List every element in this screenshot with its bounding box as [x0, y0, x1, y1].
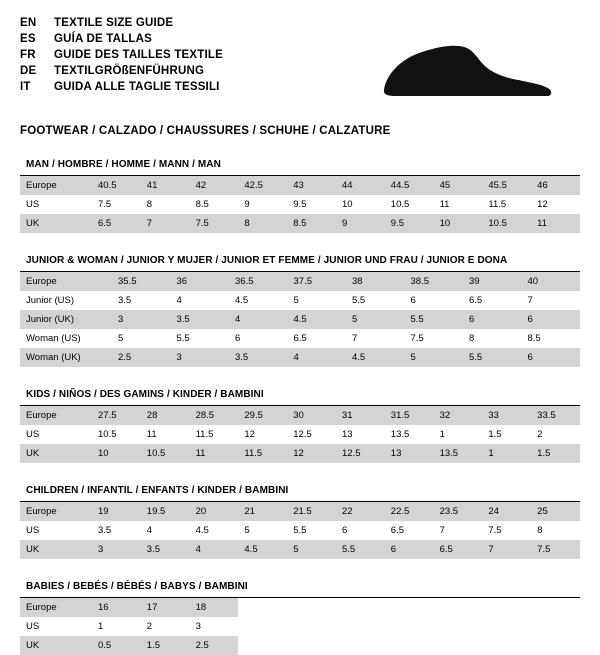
language-title: TEXTILGRÖßENFÜHRUNG [54, 65, 205, 77]
cell: 6 [385, 540, 434, 559]
cell: 18 [190, 598, 239, 617]
cell: 7.5 [410, 333, 424, 344]
cell: 11.5 [195, 429, 214, 440]
cell: 1.5 [531, 444, 580, 463]
table-row [20, 502, 580, 521]
cell: 37.5 [288, 272, 347, 291]
cell: 11 [146, 429, 157, 440]
cell: 6.5 [434, 540, 483, 559]
cell: 6.5 [92, 214, 141, 233]
cell: 22 [336, 502, 385, 521]
dress-shoe-icon [376, 34, 556, 109]
cell [531, 617, 580, 636]
cell: 31.5 [385, 406, 434, 425]
header [20, 16, 580, 109]
row-label: US [26, 525, 40, 536]
table-row [20, 636, 580, 655]
size-table [20, 272, 580, 367]
size-table [20, 176, 580, 233]
cell: 24 [482, 502, 531, 521]
cell: 7.5 [190, 214, 239, 233]
cell: 8.5 [287, 214, 336, 233]
cell: 25 [531, 502, 580, 521]
cell: 5 [244, 525, 250, 536]
row-label: Woman (UK) [20, 348, 112, 367]
cell: 38 [346, 272, 405, 291]
cell: 28 [141, 406, 190, 425]
cell: 13 [341, 429, 353, 440]
cell: 8 [469, 333, 475, 344]
row-label: Europe [20, 502, 92, 521]
cell: 39 [463, 272, 522, 291]
cell: 6.5 [293, 333, 307, 344]
cell: 2 [537, 429, 543, 440]
cell: 3.5 [171, 310, 230, 329]
cell: 40 [522, 272, 581, 291]
cell: 4.5 [346, 348, 405, 367]
cell [238, 598, 287, 617]
size-group-kids [20, 389, 580, 463]
cell: 10 [92, 444, 141, 463]
cell [287, 617, 336, 636]
cell: 21.5 [287, 502, 336, 521]
cell [531, 598, 580, 617]
language-title: GUÍA DE TALLAS [54, 33, 152, 45]
cell: 3 [195, 621, 201, 632]
cell [287, 598, 336, 617]
cell: 8.5 [195, 199, 209, 210]
row-label: Junior (US) [26, 295, 75, 306]
cell [482, 598, 531, 617]
language-code: EN [20, 17, 37, 29]
cell: 6 [522, 348, 581, 367]
cell: 10.5 [482, 214, 531, 233]
group-title: MAN / HOMBRE / HOMME / MANN / MAN [26, 159, 221, 170]
cell: 7 [352, 333, 358, 344]
cell: 11 [439, 199, 450, 210]
cell: 5.5 [293, 525, 307, 536]
cell: 36 [171, 272, 230, 291]
table-row [20, 444, 580, 463]
language-title: TEXTILE SIZE GUIDE [54, 17, 174, 29]
cell: 6 [235, 333, 241, 344]
cell: 3 [112, 310, 171, 329]
cell: 3.5 [98, 525, 112, 536]
cell: 32 [434, 406, 483, 425]
group-title: KIDS / NIÑOS / DES GAMINS / KINDER / BAMBINI [26, 389, 264, 400]
language-row [20, 64, 223, 79]
cell: 33 [482, 406, 531, 425]
cell: 1.5 [141, 636, 190, 655]
cell: 6.5 [390, 525, 404, 536]
cell: 17 [141, 598, 190, 617]
cell: 44 [336, 176, 385, 195]
cell: 5 [293, 295, 299, 306]
row-label: Europe [20, 272, 112, 291]
language-title: GUIDA ALLE TAGLIE TESSILI [54, 81, 220, 93]
cell: 5 [118, 333, 124, 344]
cell [336, 617, 385, 636]
size-table [20, 406, 580, 463]
cell: 33.5 [531, 406, 580, 425]
row-label: UK [20, 540, 92, 559]
table-row [20, 406, 580, 425]
cell: 22.5 [385, 502, 434, 521]
cell: 11.5 [238, 444, 287, 463]
cell: 1 [98, 621, 104, 632]
cell: 12.5 [293, 429, 312, 440]
language-title: GUIDE DES TAILLES TEXTILE [54, 49, 223, 61]
cell: 10.5 [390, 199, 410, 210]
cell: 5.5 [176, 333, 190, 344]
cell: 12.5 [336, 444, 385, 463]
cell: 19 [92, 502, 141, 521]
cell: 12 [287, 444, 336, 463]
row-label: Europe [20, 176, 92, 195]
table-row [20, 540, 580, 559]
cell: 6 [463, 310, 522, 329]
cell: 1.5 [488, 429, 502, 440]
cell: 7 [527, 295, 533, 306]
language-code: FR [20, 49, 36, 61]
language-code: ES [20, 33, 36, 45]
cell: 38.5 [405, 272, 464, 291]
cell: 1 [439, 429, 445, 440]
language-code: DE [20, 65, 37, 77]
cell: 5.5 [352, 295, 366, 306]
cell: 4 [288, 348, 347, 367]
table-row [20, 617, 580, 636]
cell: 45.5 [482, 176, 531, 195]
group-title: CHILDREN / INFANTIL / ENFANTS / KINDER / BAMBINI [26, 485, 289, 496]
cell: 13 [385, 444, 434, 463]
cell: 7.5 [98, 199, 112, 210]
cell: 0.5 [92, 636, 141, 655]
cell: 4.5 [288, 310, 347, 329]
size-group-junior-woman [20, 255, 580, 367]
cell: 35.5 [112, 272, 171, 291]
language-row [20, 80, 223, 95]
language-row [20, 32, 223, 47]
cell [434, 598, 483, 617]
cell: 2 [146, 621, 153, 632]
table-row [20, 195, 580, 214]
cell: 7.5 [488, 525, 502, 536]
row-label: US [26, 199, 40, 210]
cell: 7 [439, 525, 445, 536]
cell: 8 [146, 199, 153, 210]
table-row [20, 521, 580, 540]
cell: 6 [522, 310, 581, 329]
cell [434, 617, 483, 636]
group-title: JUNIOR & WOMAN / JUNIOR Y MUJER / JUNIOR ET FEMME / JUNIOR UND FRAU / JUNIOR E DONA [26, 255, 508, 266]
cell: 8 [537, 525, 543, 536]
cell: 7.5 [531, 540, 580, 559]
cell: 9 [244, 199, 250, 210]
cell: 4 [176, 295, 182, 306]
cell: 10.5 [141, 444, 190, 463]
table-row [20, 598, 580, 617]
cell [482, 636, 531, 655]
cell: 9 [336, 214, 385, 233]
cell: 30 [287, 406, 336, 425]
cell: 6 [410, 295, 416, 306]
cell: 6.5 [469, 295, 483, 306]
row-label: UK [20, 214, 92, 233]
cell: 19.5 [141, 502, 190, 521]
cell: 2.5 [190, 636, 239, 655]
cell [238, 617, 287, 636]
cell: 46 [531, 176, 580, 195]
cell: 13.5 [434, 444, 483, 463]
cell: 3 [171, 348, 230, 367]
row-label: UK [20, 444, 92, 463]
cell [287, 636, 336, 655]
cell: 1 [482, 444, 531, 463]
cell: 10 [341, 199, 353, 210]
cell: 36.5 [229, 272, 288, 291]
cell: 3.5 [118, 295, 132, 306]
cell: 31 [336, 406, 385, 425]
cell: 23.5 [434, 502, 483, 521]
language-title-list [20, 16, 223, 95]
cell [238, 636, 287, 655]
table-row [20, 348, 580, 367]
cell: 45 [434, 176, 483, 195]
row-label: US [26, 621, 40, 632]
cell: 4.5 [235, 295, 249, 306]
cell: 7 [482, 540, 531, 559]
cell: 9.5 [293, 199, 307, 210]
cell [385, 636, 434, 655]
row-label: US [26, 429, 40, 440]
size-group-children [20, 485, 580, 559]
group-title: BABIES / BEBÉS / BÉBÉS / BABYS / BAMBINI [26, 581, 248, 592]
language-row [20, 48, 223, 63]
cell: 6 [341, 525, 348, 536]
cell: 2.5 [112, 348, 171, 367]
cell: 5.5 [336, 540, 385, 559]
cell: 21 [238, 502, 287, 521]
language-row [20, 16, 223, 31]
row-label: Woman (US) [26, 333, 81, 344]
table-row [20, 272, 580, 291]
table-row [20, 425, 580, 444]
cell: 4 [146, 525, 153, 536]
cell: 40.5 [92, 176, 141, 195]
table-row [20, 310, 580, 329]
cell: 5 [346, 310, 405, 329]
cell: 20 [190, 502, 239, 521]
cell: 10 [434, 214, 483, 233]
row-label: UK [20, 636, 92, 655]
category-heading: FOOTWEAR / CALZADO / CHAUSSURES / SCHUHE / CALZATURE [20, 125, 391, 137]
row-label: Europe [20, 406, 92, 425]
table-row [20, 329, 580, 348]
cell: 4 [190, 540, 239, 559]
cell: 42.5 [238, 176, 287, 195]
cell: 29.5 [238, 406, 287, 425]
cell: 28.5 [190, 406, 239, 425]
cell: 8 [238, 214, 287, 233]
cell: 5.5 [405, 310, 464, 329]
cell: 5 [405, 348, 464, 367]
size-table [20, 598, 580, 655]
cell: 4 [229, 310, 288, 329]
size-group-man [20, 159, 580, 233]
cell: 42 [190, 176, 239, 195]
cell [482, 617, 531, 636]
cell: 4.5 [238, 540, 287, 559]
cell: 27.5 [92, 406, 141, 425]
cell: 9.5 [385, 214, 434, 233]
size-table [20, 502, 580, 559]
cell: 13.5 [390, 429, 410, 440]
cell: 16 [92, 598, 141, 617]
cell [385, 598, 434, 617]
cell: 11 [531, 214, 580, 233]
cell [336, 636, 385, 655]
cell [385, 617, 434, 636]
cell [531, 636, 580, 655]
row-label: Europe [20, 598, 92, 617]
table-row [20, 214, 580, 233]
cell: 41 [141, 176, 190, 195]
cell: 3.5 [141, 540, 190, 559]
table-row [20, 291, 580, 310]
row-label: Junior (UK) [20, 310, 112, 329]
cell: 3.5 [229, 348, 288, 367]
cell: 11 [190, 444, 239, 463]
size-group-babies [20, 581, 580, 655]
cell: 10.5 [98, 429, 117, 440]
cell: 11.5 [488, 199, 507, 210]
cell: 43 [287, 176, 336, 195]
cell [434, 636, 483, 655]
cell: 4.5 [195, 525, 209, 536]
cell [336, 598, 385, 617]
cell: 3 [92, 540, 141, 559]
cell: 5.5 [463, 348, 522, 367]
language-code: IT [20, 81, 31, 93]
cell: 12 [244, 429, 255, 440]
cell: 5 [287, 540, 336, 559]
cell: 7 [141, 214, 190, 233]
cell: 44.5 [385, 176, 434, 195]
cell: 8.5 [527, 333, 541, 344]
cell: 12 [537, 199, 548, 210]
table-row [20, 176, 580, 195]
